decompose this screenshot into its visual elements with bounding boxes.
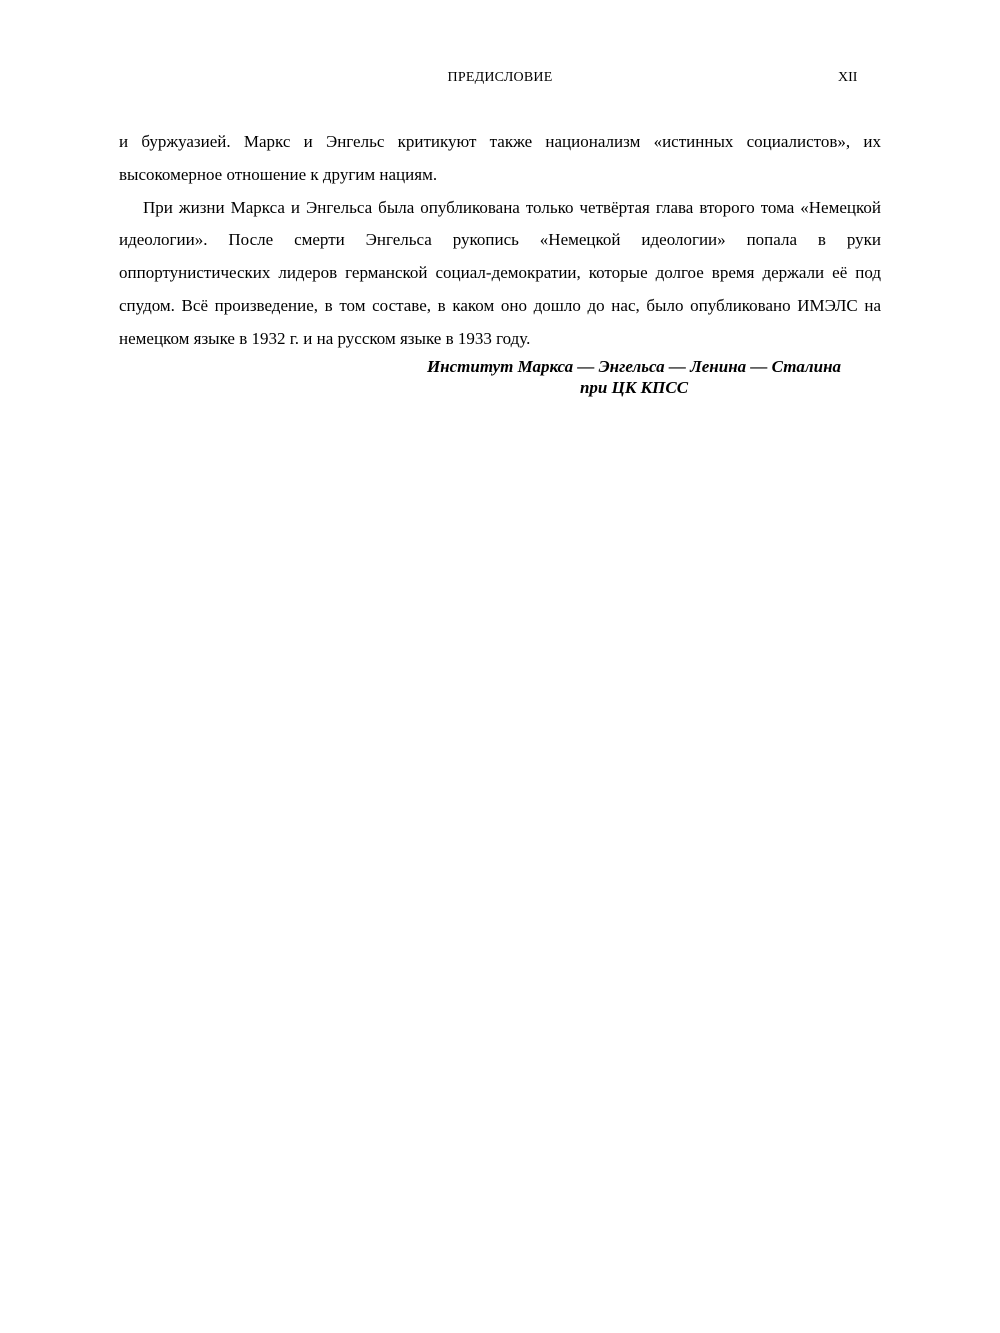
page-number: XII (838, 70, 858, 85)
running-title: ПРЕДИСЛОВИЕ (447, 70, 553, 85)
signature-institute: Институт Маркса — Энгельса — Ленина — Сталина (426, 357, 842, 376)
paragraph-continuation: и буржуазией. Маркс и Энгельс критикуют также национализм «истинных социалистов», их высокомерное отношение к другим нациям. (119, 132, 881, 184)
body-text (119, 126, 881, 356)
paragraph-publication-history: При жизни Маркса и Энгельса была опубликована только четвёртая глава второго тома «Немецкой идеологии». После смерти Энгельса рукопись «Немецкой идеологии» попала в руки оппортунистических лидеров германской социал-демократии, которые долгое время держали её под спудом. Всё произведение, в том составе, в каком оно дошло до нас, было опубликовано ИМЭЛС на немецком языке в 1932 г. и на русском языке в 1933 году. (119, 197, 881, 348)
running-head (0, 70, 1000, 90)
signature-affiliation: при ЦК КПСС (579, 378, 689, 397)
signature (380, 356, 888, 398)
